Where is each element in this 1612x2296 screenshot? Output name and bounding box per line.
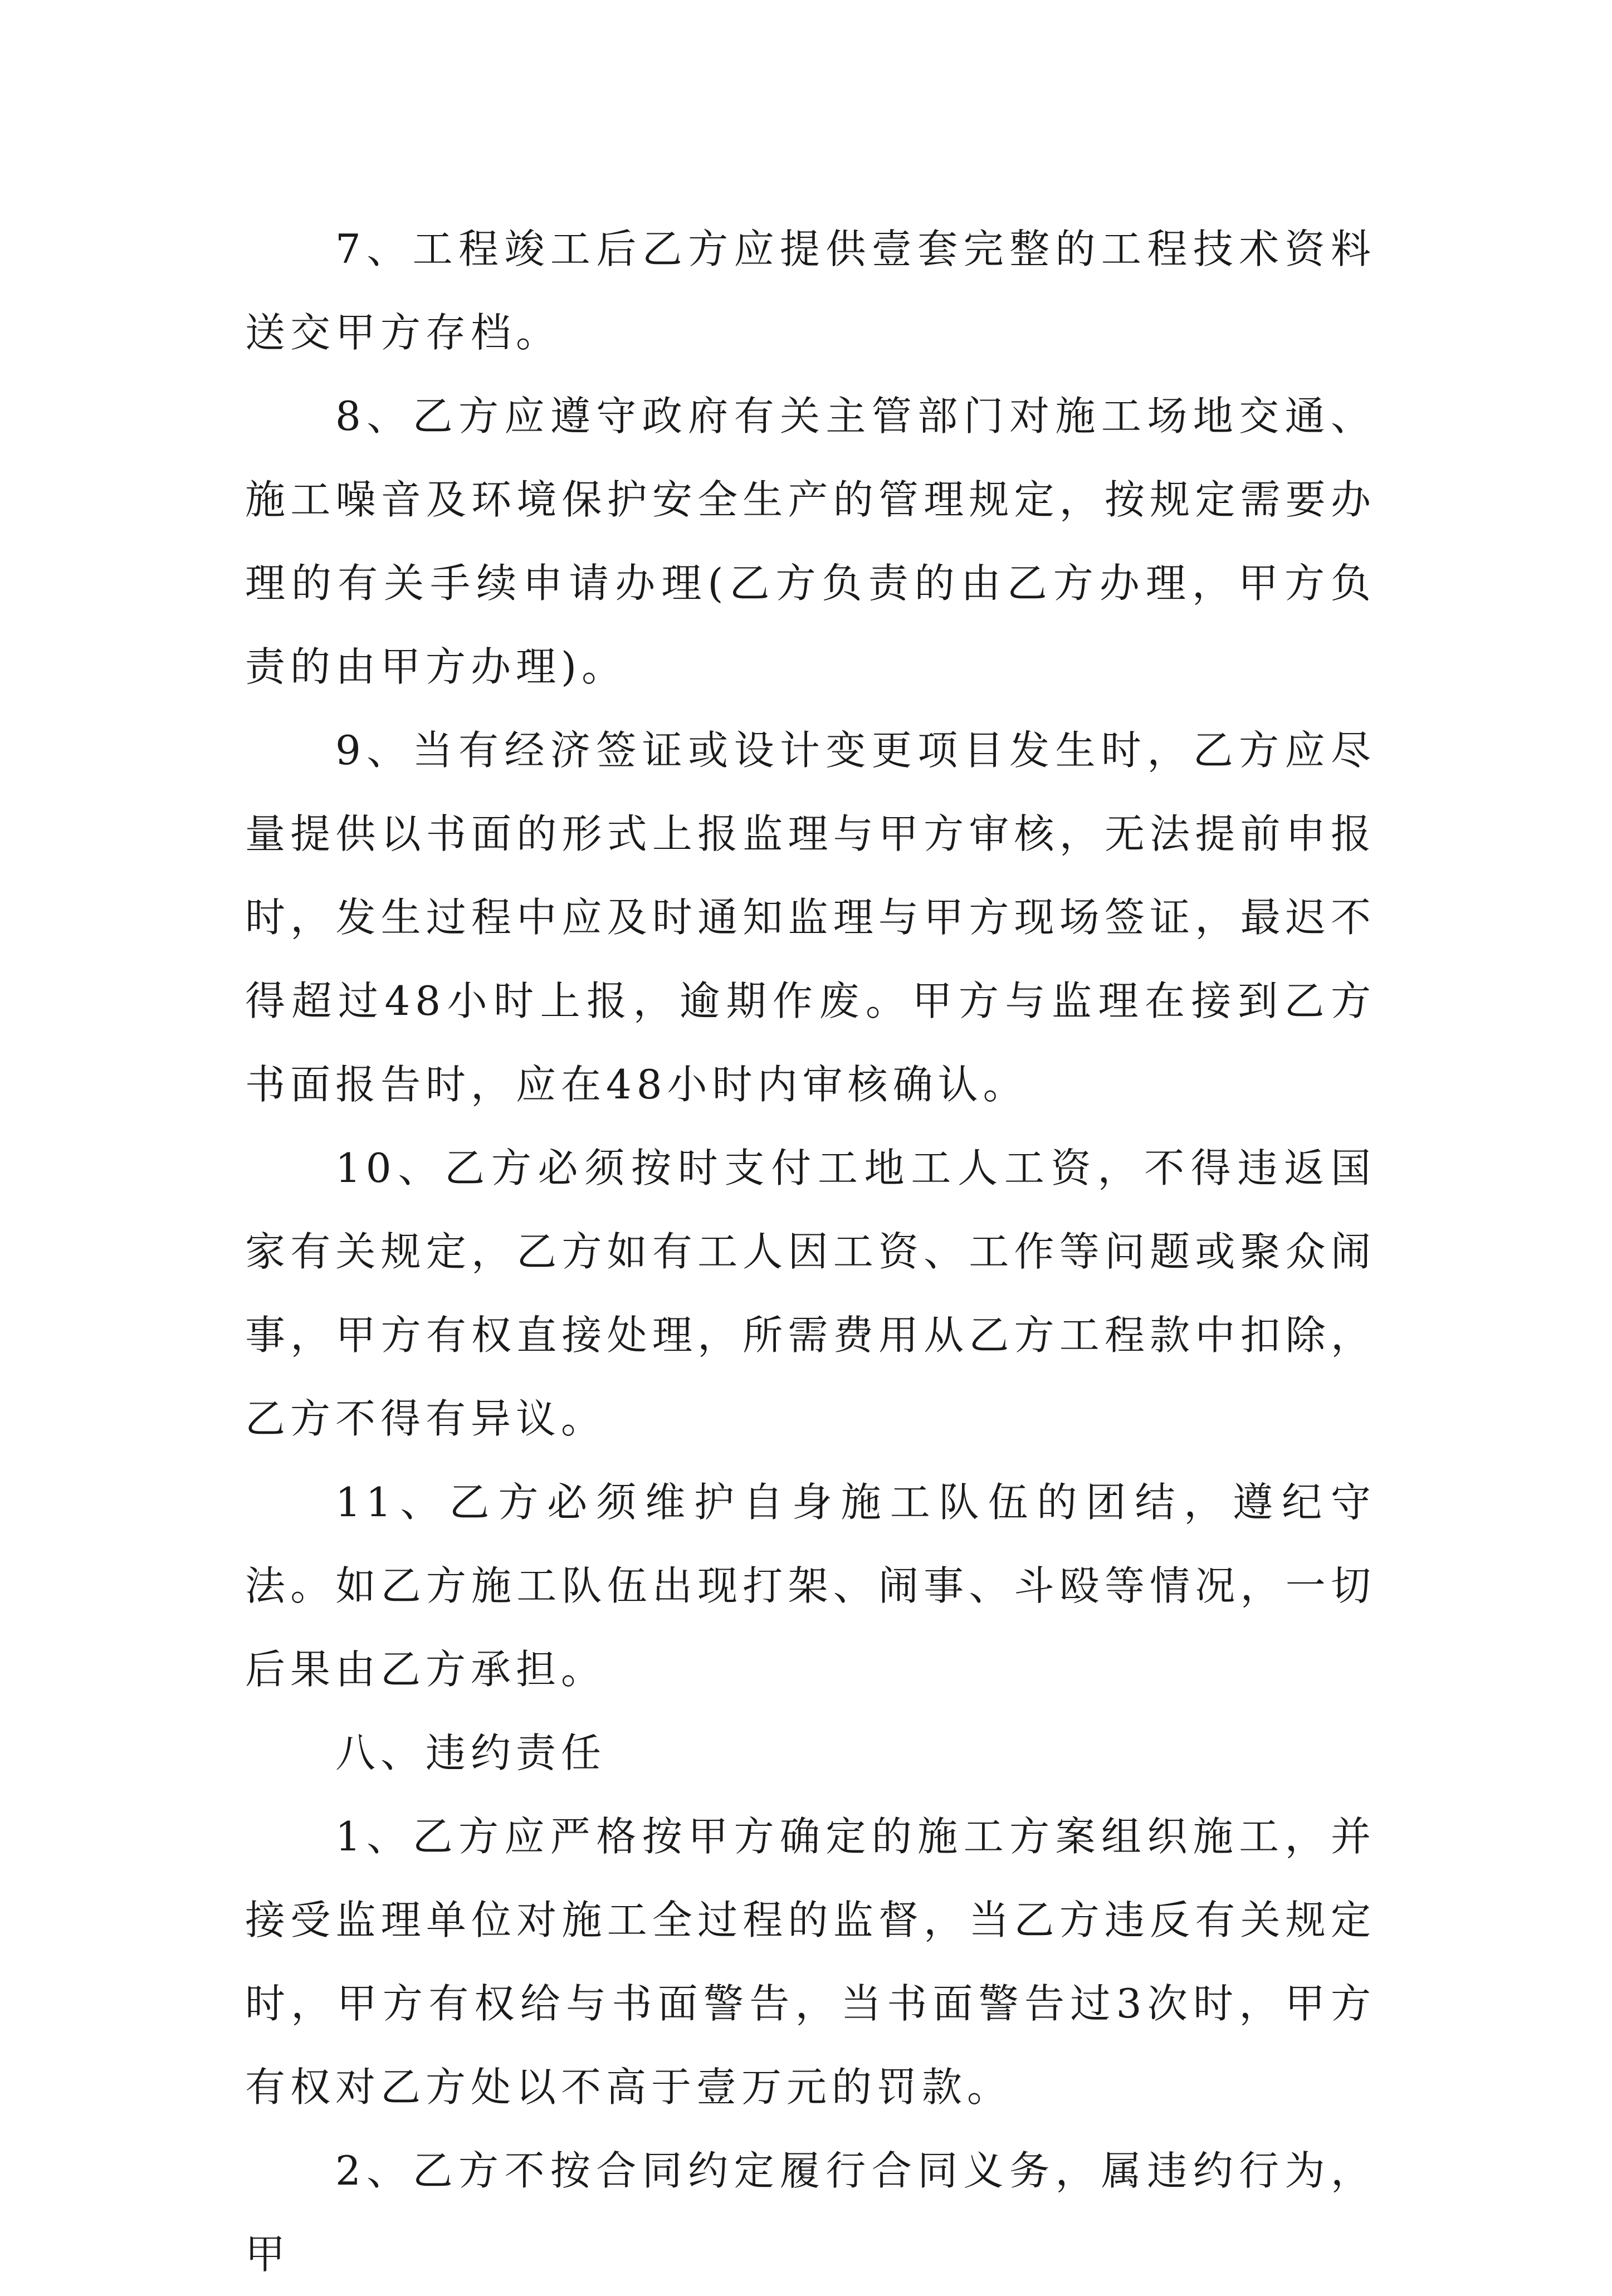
penalty-clause-2: 2、乙方不按合同约定履行合同义务，属违约行为，甲 [245,2147,1376,2278]
clause-10: 10、乙方必须按时支付工地工人工资，不得违返国家有关规定，乙方如有工人因工资、工作等问题或聚众闹事，甲方有权直接处理，所需费用从乙方工程款中扣除，乙方不得有异议。 [245,1145,1376,1442]
clause-8: 8、乙方应遵守政府有关主管部门对施工场地交通、施工噪音及环境保护安全生产的管理规定，按规定需要办理的有关手续申请办理(乙方负责的由乙方办理，甲方负责的由甲方办理)。 [245,393,1376,690]
document-body [245,207,1376,2296]
penalty-clause-1: 1、乙方应严格按甲方确定的施工方案组织施工，并接受监理单位对施工全过程的监督，当乙方违反有关规定时，甲方有权给与书面警告，当书面警告过3次时，甲方有权对乙方处以不高于壹万元的罚款。 [245,1813,1376,2111]
section-heading: 八、违约责任 [335,1730,607,1776]
clause-7: 7、工程竣工后乙方应提供壹套完整的工程技术资料送交甲方存档。 [245,226,1376,356]
clause-11: 11、乙方必须维护自身施工队伍的团结，遵纪守法。如乙方施工队伍出现打架、闹事、斗殴等情况，一切后果由乙方承担。 [245,1479,1376,1693]
clause-9: 9、当有经济签证或设计变更项目发生时，乙方应尽量提供以书面的形式上报监理与甲方审核，无法提前申报时，发生过程中应及时通知监理与甲方现场签证，最迟不得超过48小时上报，逾期作废。甲方与监理在接到乙方书面报告时，应在48小时内审核确认。 [245,727,1376,1108]
